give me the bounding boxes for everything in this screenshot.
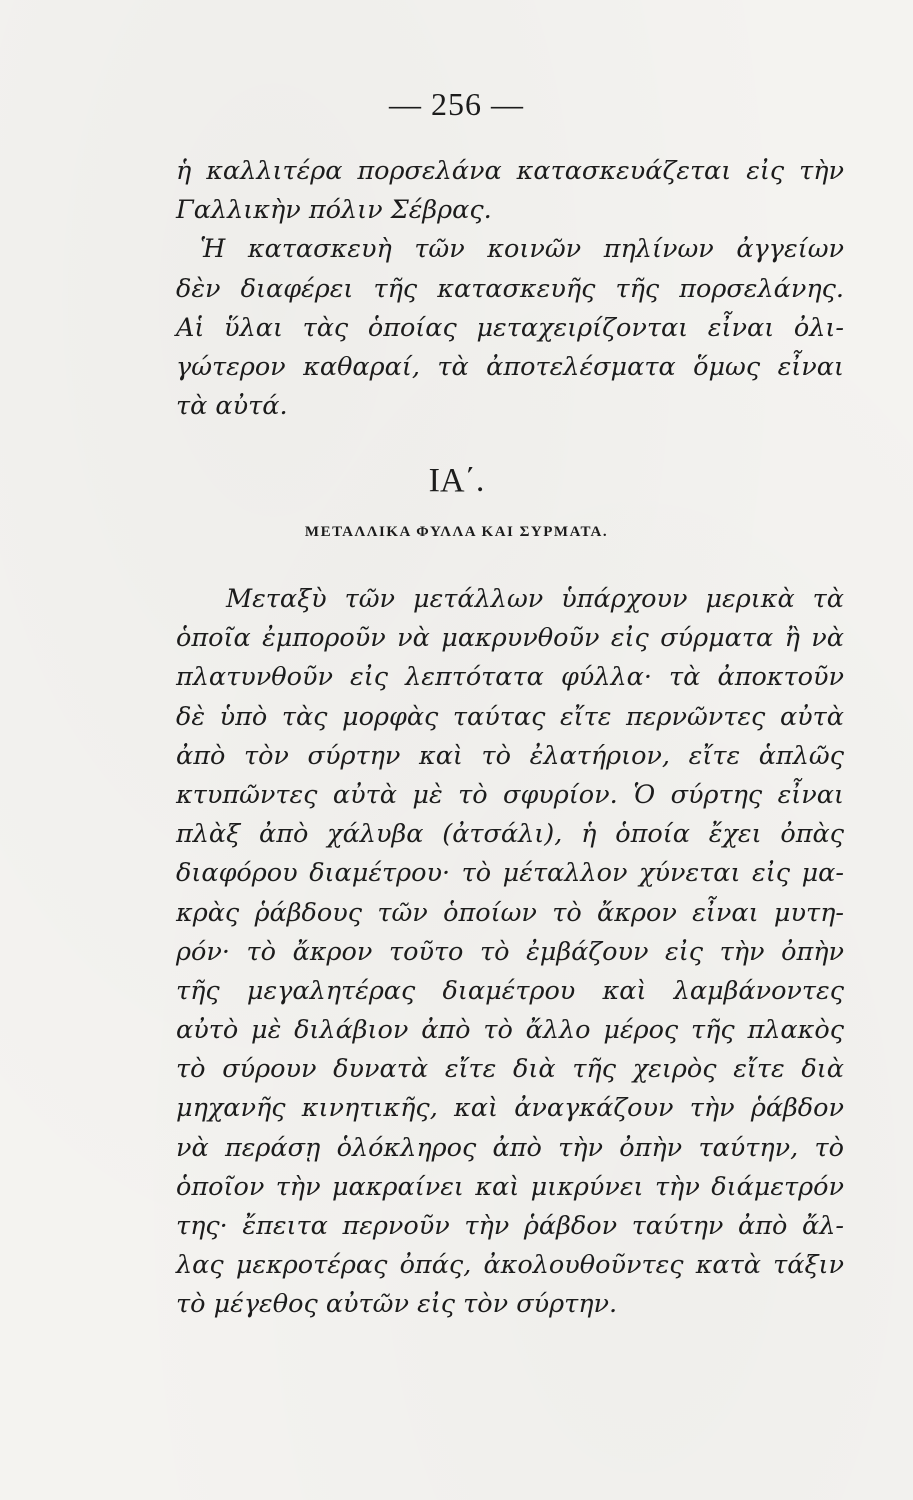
text-line: κτυπῶντες αὐτὰ μὲ τὸ σφυρίον. Ὁ σύρτης εἶναι	[176, 779, 844, 810]
text-line: Αἱ ὕλαι τὰς ὁποίας μεταχειρίζονται εἶναι ὀλι-	[176, 312, 844, 343]
text-line: τῆς μεγαλητέρας διαμέτρου καὶ λαμβάνοντες	[176, 975, 844, 1006]
text-line: λας μεκροτέρας ὀπάς, ἀκολουθοῦντες κατὰ τάξιν	[176, 1250, 844, 1281]
paragraph-metal-sheets-wires	[176, 580, 844, 1325]
text-line: της· ἔπειτα περνοῦν τὴν ῥάβδον ταύτην ἀπὸ ἄλ-	[176, 1211, 844, 1241]
text-line: Μεταξὺ τῶν μετάλλων ὑπάρχουν μερικὰ τὰ	[226, 584, 844, 614]
chapter-title: ΜΕΤΑΛΛΙΚΑ ΦΥΛΛΑ ΚΑΙ ΣΥΡΜΑΤΑ.	[304, 524, 609, 540]
text-line: δὲ ὑπὸ τὰς μορφὰς ταύτας εἴτε περνῶντες αὐτὰ	[176, 701, 844, 732]
text-line: ἀπὸ τὸν σύρτην καὶ τὸ ἐλατήριον, εἴτε ἁπλῶς	[176, 740, 844, 771]
text-line: νὰ περάσῃ ὁλόκληρος ἀπὸ τὴν ὀπὴν ταύτην, τὸ	[176, 1132, 844, 1163]
text-line: αὐτὸ μὲ διλάβιον ἀπὸ τὸ ἄλλο μέρος τῆς πλακὸς	[176, 1015, 844, 1046]
text-line: τὸ μέγεθος αὐτῶν εἰς τὸν σύρτην.	[176, 1289, 618, 1320]
text-line: ρόν· τὸ ἄκρον τοῦτο τὸ ἐμβάζουν εἰς τὴν ὀπὴν	[176, 936, 844, 967]
text-line: διαφόρου διαμέτρου· τὸ μέταλλον χύνεται εἰς μα-	[176, 858, 844, 889]
text-line: ὁποῖον τὴν μακραίνει καὶ μικρύνει τὴν διάμετρόν	[176, 1171, 844, 1202]
text-line: Ἡ κατασκευὴ τῶν κοινῶν πηλίνων ἀγγείων	[200, 234, 844, 265]
text-line: ἡ καλλιτέρα πορσελάνα κατασκευάζεται εἰς τὴν	[176, 156, 844, 186]
paragraph-porcelain	[176, 152, 844, 426]
chapter-number: ΙΑ΄.	[428, 462, 485, 499]
text-line: κρὰς ῥάβδους τῶν ὁποίων τὸ ἄκρον εἶναι μυτη-	[176, 897, 844, 928]
text-line: πλὰξ ἀπὸ χάλυβα (ἀτσάλι), ἡ ὁποία ἔχει ὀπὰς	[176, 819, 844, 850]
text-line: Γαλλικὴν πόλιν Σέβρας.	[176, 195, 492, 226]
text-line: μηχανῆς κινητικῆς, καὶ ἀναγκάζουν τὴν ῥάβδον	[176, 1093, 844, 1124]
page-number: — 256 —	[389, 86, 524, 122]
text-line: δὲν διαφέρει τῆς κατασκευῆς τῆς πορσελάνης.	[176, 273, 844, 304]
text-line: πλατυνθοῦν εἰς λεπτότατα φύλλα· τὰ ἀποκτοῦν	[176, 662, 844, 693]
text-line: τὰ αὐτά.	[176, 391, 288, 422]
text-line: τὸ σύρουν δυνατὰ εἴτε διὰ τῆς χειρὸς εἴτε διὰ	[176, 1054, 844, 1085]
text-line: γώτερον καθαραί, τὰ ἀποτελέσματα ὅμως εἶναι	[176, 351, 844, 382]
text-line: ὁποῖα ἐμποροῦν νὰ μακρυνθοῦν εἰς σύρματα ἢ νὰ	[176, 623, 844, 654]
